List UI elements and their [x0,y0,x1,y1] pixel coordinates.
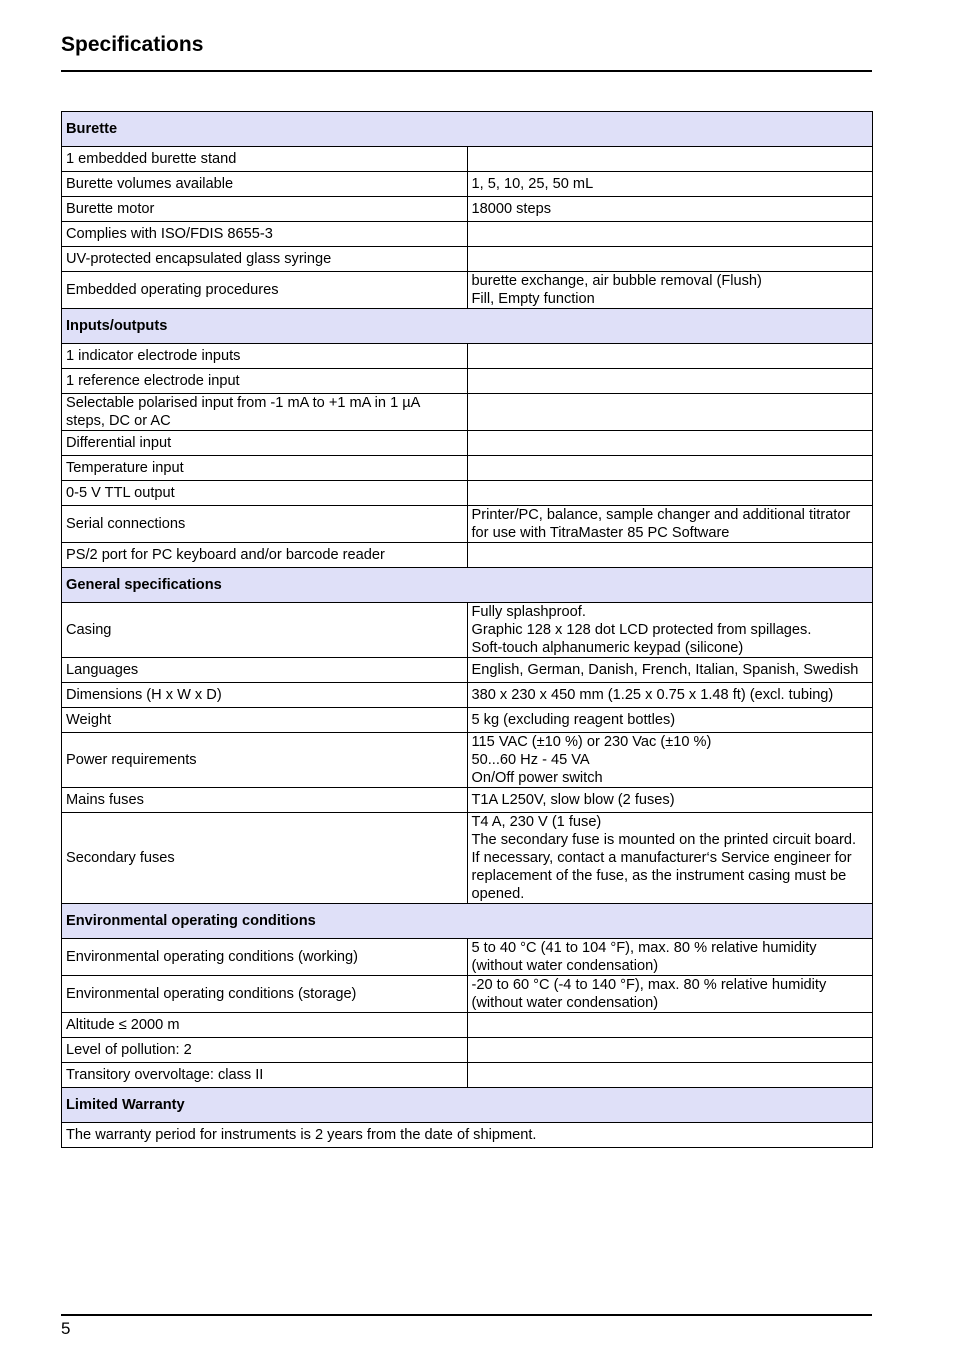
table-row [62,813,873,904]
spec-label: 1 embedded burette stand [62,147,468,172]
section-header-inputs-outputs [62,309,873,344]
section-title: General specifications [62,568,873,603]
table-row [62,456,873,481]
spec-label: Burette volumes available [62,172,468,197]
spec-value [467,369,873,394]
spec-value [467,456,873,481]
spec-label: 1 indicator electrode inputs [62,344,468,369]
spec-value: Printer/PC, balance, sample changer and additional titrator for use with TitraMaster 85 PC Software [467,506,873,543]
section-header-limited-warranty [62,1088,873,1123]
spec-label: Casing [62,603,468,658]
spec-value: T1A L250V, slow blow (2 fuses) [467,788,873,813]
spec-label: Languages [62,658,468,683]
spec-label: Mains fuses [62,788,468,813]
spec-value [467,247,873,272]
spec-value [467,481,873,506]
section-header-burette [62,112,873,147]
spec-label: 1 reference electrode input [62,369,468,394]
table-row [62,344,873,369]
spec-label: Environmental operating conditions (working) [62,939,468,976]
spec-value: 18000 steps [467,197,873,222]
table-row [62,369,873,394]
spec-value [467,431,873,456]
spec-value: T4 A, 230 V (1 fuse) The secondary fuse is mounted on the printed circuit board. If necessary, contact a manufacturer‘s Service engineer for replacement of the fuse, as the instrument casing must be opened. [467,813,873,904]
spec-value [467,147,873,172]
spec-value [467,344,873,369]
spec-value: -20 to 60 °C (-4 to 140 °F), max. 80 % relative humidity (without water condensation) [467,976,873,1013]
page-number: 5 [61,1319,71,1338]
table-row [62,147,873,172]
table-row [62,222,873,247]
section-title: Inputs/outputs [62,309,873,344]
table-row [62,172,873,197]
table-row [62,708,873,733]
table-row [62,1038,873,1063]
spec-value: English, German, Danish, French, Italian, Spanish, Swedish [467,658,873,683]
section-title: Environmental operating conditions [62,904,873,939]
spec-value: 5 to 40 °C (41 to 104 °F), max. 80 % relative humidity (without water condensation) [467,939,873,976]
spec-label: Burette motor [62,197,468,222]
spec-label: Environmental operating conditions (storage) [62,976,468,1013]
table-row [62,431,873,456]
spec-label: Weight [62,708,468,733]
spec-value: 115 VAC (±10 %) or 230 Vac (±10 %) 50...60 Hz - 45 VA On/Off power switch [467,733,873,788]
table-row [62,1063,873,1088]
table-row [62,683,873,708]
table-row [62,939,873,976]
spec-value [467,1013,873,1038]
spec-value [467,543,873,568]
table-row [62,658,873,683]
table-row [62,272,873,309]
spec-label: Embedded operating procedures [62,272,468,309]
spec-label: Power requirements [62,733,468,788]
spec-label: Temperature input [62,456,468,481]
specifications-table [61,111,873,1148]
spec-label: 0-5 V TTL output [62,481,468,506]
spec-label: UV-protected encapsulated glass syringe [62,247,468,272]
table-row [62,1123,873,1148]
header-rule [61,70,872,72]
spec-label: Differential input [62,431,468,456]
spec-value: 1, 5, 10, 25, 50 mL [467,172,873,197]
spec-label: PS/2 port for PC keyboard and/or barcode reader [62,543,468,568]
table-row [62,394,873,431]
page-title: Specifications [61,33,204,56]
table-row [62,481,873,506]
spec-value [467,1038,873,1063]
spec-label: Secondary fuses [62,813,468,904]
table-row [62,1013,873,1038]
specifications-table-body [62,112,873,1148]
spec-value [467,1063,873,1088]
spec-value: 380 x 230 x 450 mm (1.25 x 0.75 x 1.48 ft) (excl. tubing) [467,683,873,708]
section-title: Burette [62,112,873,147]
footer-rule [61,1314,872,1316]
spec-value: burette exchange, air bubble removal (Flush) Fill, Empty function [467,272,873,309]
table-row [62,976,873,1013]
section-header-environmental-operating-conditions [62,904,873,939]
section-header-general-specifications [62,568,873,603]
spec-label: Altitude ≤ 2000 m [62,1013,468,1038]
section-title: Limited Warranty [62,1088,873,1123]
spec-value: Fully splashproof. Graphic 128 x 128 dot LCD protected from spillages. Soft-touch alphanumeric keypad (silicone) [467,603,873,658]
table-row [62,733,873,788]
spec-label: Serial connections [62,506,468,543]
spec-value [467,222,873,247]
spec-full-text: The warranty period for instruments is 2 years from the date of shipment. [62,1123,873,1148]
table-row [62,197,873,222]
table-row [62,247,873,272]
table-row [62,543,873,568]
spec-label: Transitory overvoltage: class II [62,1063,468,1088]
spec-label: Level of pollution: 2 [62,1038,468,1063]
spec-value [467,394,873,431]
table-row [62,506,873,543]
spec-value: 5 kg (excluding reagent bottles) [467,708,873,733]
spec-label: Selectable polarised input from -1 mA to +1 mA in 1 µA steps, DC or AC [62,394,468,431]
table-row [62,788,873,813]
spec-label: Dimensions (H x W x D) [62,683,468,708]
spec-label: Complies with ISO/FDIS 8655-3 [62,222,468,247]
table-row [62,603,873,658]
